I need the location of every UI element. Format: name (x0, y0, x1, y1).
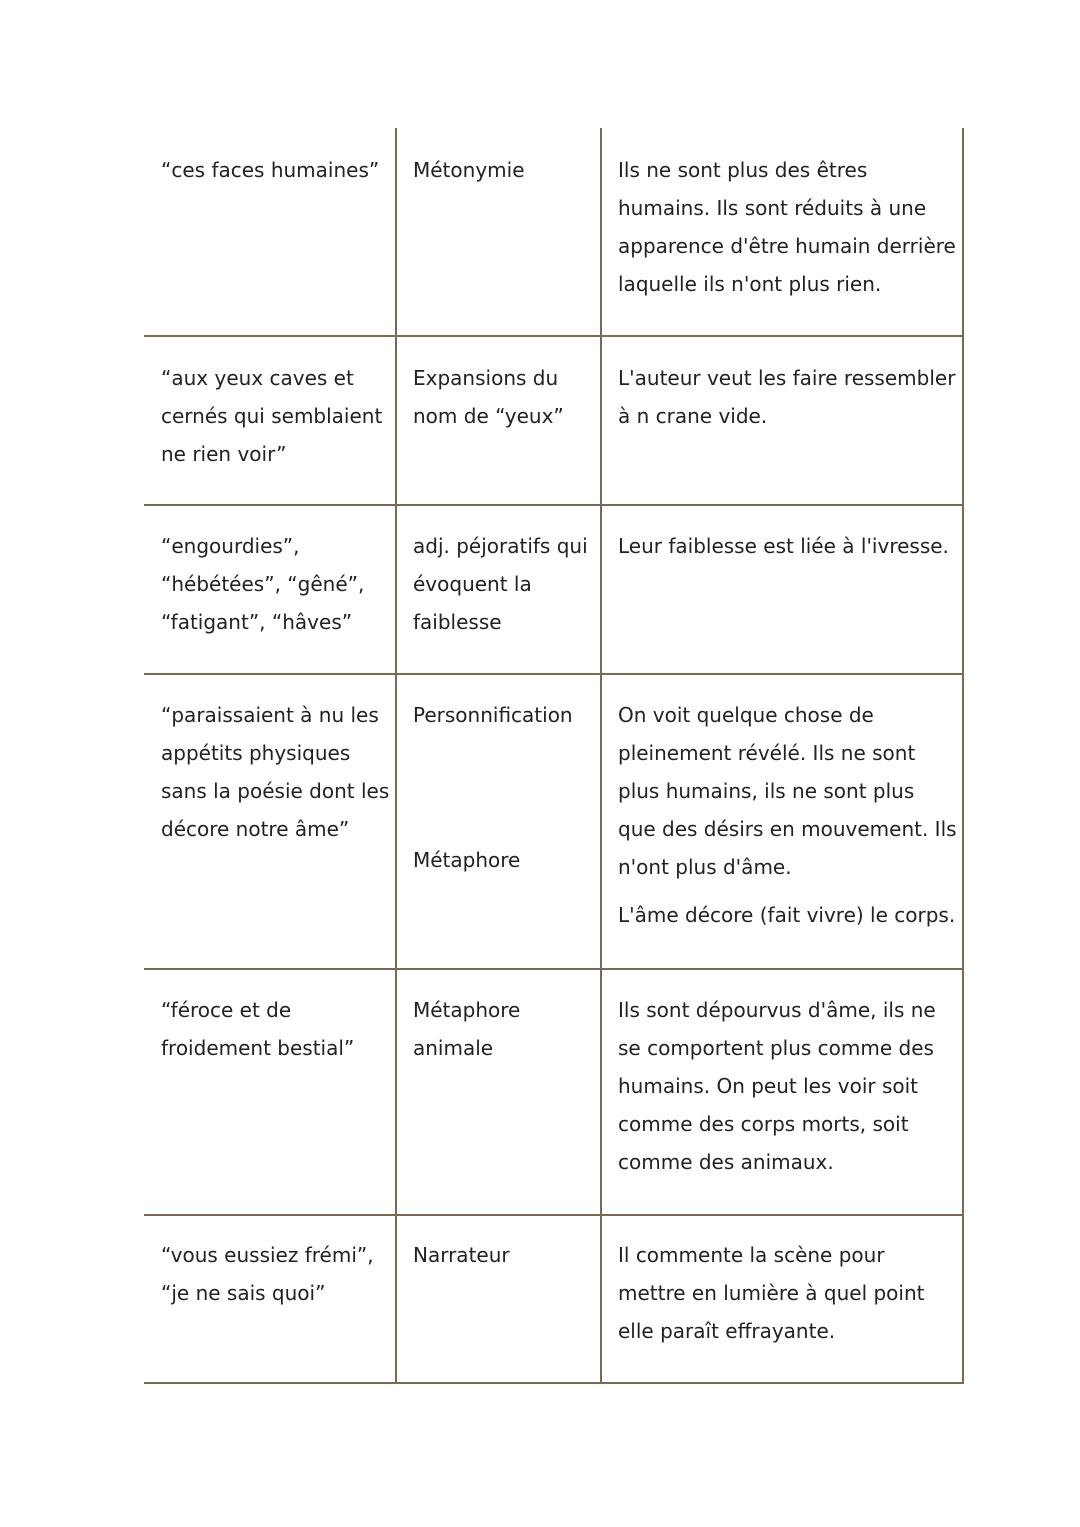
column-divider-right (962, 128, 964, 1384)
table-row-1-analysis (618, 151, 958, 303)
table-row-5-quote: “féroce et de froidement bestial” (161, 998, 355, 1060)
table-row-3-quote: “engourdies”, “hébétées”, “gêné”, “fatigant”, “hâves” (161, 534, 365, 634)
table-row-2-quote: “aux yeux caves et cernés qui semblaient ne rien voir” (161, 366, 383, 466)
row-divider (144, 504, 964, 506)
table-row-5-analysis-text: Ils sont dépourvus d'âme, ils ne se comportent plus comme des humains. On peut les voir soit comme des corps morts, soit comme des animaux. (618, 998, 936, 1174)
table-row-3-analysis-text: Leur faiblesse est liée à l'ivresse. (618, 534, 949, 558)
row-divider (144, 335, 964, 337)
table-row-1-quote: “ces faces humaines” (161, 158, 380, 182)
row-divider-bottom (144, 1382, 964, 1384)
table-row-5-figure: Métaphore animale (413, 998, 521, 1060)
table-row-2-analysis (618, 359, 958, 435)
analysis-table (144, 128, 964, 1384)
column-divider-1 (395, 128, 397, 1384)
row-divider (144, 968, 964, 970)
table-row-5-analysis (618, 991, 958, 1181)
table-row-4-analysis-text: On voit quelque chose de pleinement révélé. Ils ne sont plus humains, ils ne sont plus que des désirs en mouvement. Ils n'ont plus d'âme. (618, 703, 957, 879)
table-row-3-analysis (618, 527, 958, 565)
table-row-4-analysis (618, 696, 958, 934)
table-row-4-figure: Personnification (413, 703, 573, 727)
table-row-1-figure: Métonymie (413, 158, 525, 182)
table-row-3-figure: adj. péjoratifs qui évoquent la faiblesse (413, 534, 588, 634)
table-row-4-quote: “paraissaient à nu les appétits physiques sans la poésie dont les décore notre âme” (161, 703, 390, 841)
table-row-4-analysis-text-2: L'âme décore (fait vivre) le corps. (618, 903, 956, 927)
column-divider-2 (600, 128, 602, 1384)
table-row-6-figure: Narrateur (413, 1243, 510, 1267)
table-row-2-analysis-text: L'auteur veut les faire ressembler à n crane vide. (618, 366, 956, 428)
table-row-1-analysis-text: Ils ne sont plus des êtres humains. Ils sont réduits à une apparence d'être humain derrière laquelle ils n'ont plus rien. (618, 158, 956, 296)
row-divider (144, 1214, 964, 1216)
table-row-6-quote: “vous eussiez frémi”, “je ne sais quoi” (161, 1243, 374, 1305)
row-divider (144, 673, 964, 675)
table-row-2-figure: Expansions du nom de “yeux” (413, 366, 564, 428)
table-row-6-analysis-text: Il commente la scène pour mettre en lumière à quel point elle paraît effrayante. (618, 1243, 925, 1343)
table-row-6-analysis (618, 1236, 958, 1350)
table-row-4-figure-2: Métaphore (413, 848, 521, 872)
